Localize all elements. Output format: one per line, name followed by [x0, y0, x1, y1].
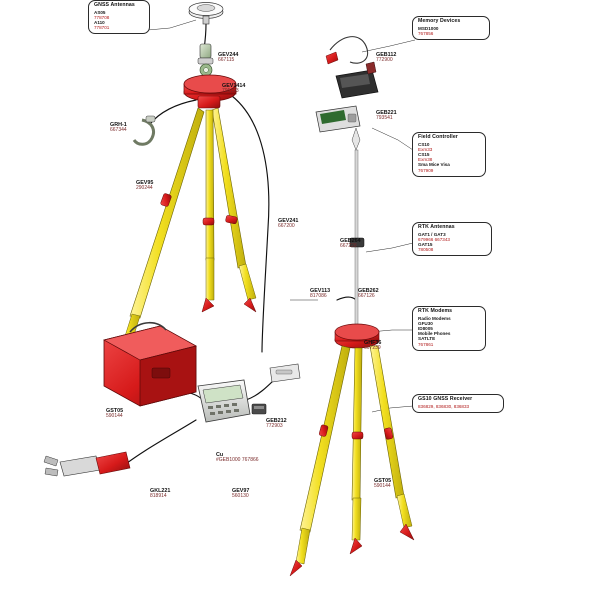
- part-article-number: 667115: [218, 57, 235, 64]
- battery-geb212: [252, 404, 266, 414]
- part-article-number: 772903: [266, 423, 283, 430]
- part-grh-1: [134, 116, 155, 144]
- part-number: GEV241: [278, 218, 299, 224]
- part-label-gev113: [310, 288, 330, 300]
- part-label-gev97: [232, 488, 249, 500]
- callout-line: 778701: [94, 25, 110, 31]
- callout-title: GS10 GNSS Receiver: [418, 396, 473, 402]
- callout-title: RTK Modems: [418, 308, 453, 314]
- part-number: GKL221: [150, 488, 171, 494]
- part-number: GST05: [106, 408, 124, 414]
- part-number: GHF36: [364, 340, 382, 346]
- part-label-ghf36: [364, 340, 381, 352]
- part-label-charger: [216, 452, 259, 464]
- charger-geb1000: [270, 364, 300, 382]
- part-number: GST05: [374, 478, 392, 484]
- radio-modem-unit: [336, 62, 378, 98]
- part-number: GEV97: [232, 488, 250, 494]
- part-number: Cu: [216, 452, 224, 458]
- part-article-number: 817086: [310, 293, 327, 300]
- part-label-geb262: [358, 288, 379, 300]
- callout-line: A110: [94, 20, 105, 26]
- part-label-gev44: [376, 52, 396, 64]
- callout-field-controller: [412, 132, 486, 177]
- part-article-number: #GEB1000 767866: [216, 457, 259, 464]
- right-tripod: [290, 324, 414, 576]
- battery-case-gst05: [104, 323, 196, 406]
- callout-line: GAT15: [418, 242, 433, 248]
- callout-line: Exm38: [418, 157, 433, 163]
- part-label-geb221: [376, 110, 397, 122]
- callout-line: GAT1 / GAT3: [418, 231, 446, 237]
- part-label-gst05-right: [374, 478, 391, 490]
- callout-line: CS10: [418, 141, 430, 147]
- callout-line: Mobile Phones: [418, 331, 451, 337]
- part-label-gst05: [106, 408, 123, 420]
- callout-line: 836829, 836830, 836833: [418, 403, 470, 409]
- cable-coil-upper-right: [326, 37, 368, 64]
- part-number: GEV1414: [222, 83, 246, 89]
- part-label-geb212: [266, 418, 287, 430]
- part-number: GEV244: [218, 52, 239, 58]
- part-label-gev241: [278, 218, 298, 230]
- part-label-grh-1: [110, 122, 127, 134]
- callout-line: 767856: [418, 30, 434, 36]
- part-number: GEB212: [266, 418, 287, 424]
- left-tripod: [112, 75, 256, 364]
- callout-line: CS15: [418, 152, 430, 158]
- callout-line: MSD1000: [418, 25, 439, 31]
- callout-line: Sma Mice Visa: [418, 162, 450, 168]
- part-label-geb264: [340, 238, 361, 250]
- field-controller-unit: [198, 380, 250, 422]
- part-number: GEB264: [340, 238, 361, 244]
- part-article-number: 667239: [364, 345, 381, 352]
- part-article-number: 667228: [340, 243, 357, 250]
- callout-line: 778708: [94, 14, 110, 20]
- part-article-number: 667344: [110, 127, 127, 134]
- callout-gnss-antennas: [88, 0, 150, 34]
- callout-rtk-antennas: [412, 222, 492, 256]
- callout-line: 780508: [418, 247, 434, 253]
- part-number: GEV113: [310, 288, 331, 294]
- part-number: GEV95: [136, 180, 154, 186]
- part-number: GEB262: [358, 288, 379, 294]
- callout-title: RTK Antennas: [418, 224, 455, 230]
- callout-rtk-modems: [412, 306, 486, 351]
- callout-line: SATLTE: [418, 336, 436, 342]
- part-number: GRH-1: [110, 122, 127, 128]
- callout-line: 767909: [418, 167, 434, 173]
- callout-title: Memory Devices: [418, 18, 461, 24]
- part-article-number: 667126: [358, 293, 375, 300]
- callout-line: ID8005: [418, 326, 433, 332]
- callout-line: Radio Modems: [418, 315, 451, 321]
- callout-line: AS05: [94, 9, 106, 15]
- part-article-number: 590144: [374, 483, 391, 490]
- part-article-number: 818914: [150, 493, 167, 500]
- callout-line: 767861: [418, 341, 434, 347]
- clamp-gkl221: [44, 452, 130, 476]
- callout-line: GFU30: [418, 320, 433, 326]
- part-article-number: 560130: [232, 493, 249, 500]
- part-label-gkl221: [150, 488, 170, 500]
- part-label-gev1414: [222, 83, 245, 95]
- part-article-number: 793541: [376, 115, 393, 122]
- part-article-number: 795193: [222, 88, 239, 95]
- handheld-device: [316, 106, 360, 132]
- part-number: GEB221: [376, 110, 397, 116]
- part-number: GEB112: [376, 52, 397, 58]
- part-article-number: 590144: [106, 413, 123, 420]
- part-article-number: 667200: [278, 223, 295, 230]
- part-label-gev244: [218, 52, 238, 64]
- part-article-number: 290244: [136, 185, 153, 192]
- part-label-gev95: [136, 180, 153, 192]
- callout-line: 679966 667343: [418, 236, 450, 242]
- callout-memory-devices: [412, 16, 490, 40]
- callout-title: Field Controller: [418, 134, 458, 140]
- part-article-number: 772900: [376, 57, 393, 64]
- callout-title: GNSS Antennas: [94, 2, 135, 8]
- callout-line: Exm33: [418, 146, 433, 152]
- callout-gs10-gnss-receiver: [412, 394, 504, 413]
